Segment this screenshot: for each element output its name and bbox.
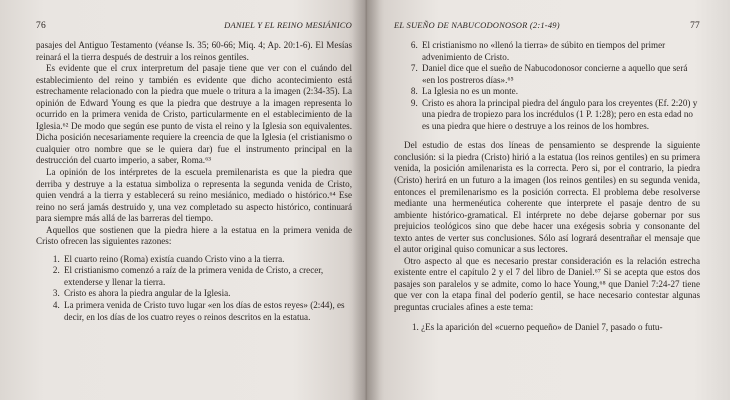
- paragraph: Aquellos que sostienen que la piedra hiere a la estatua en la primera venida de Cristo ofrecen las siguientes razones:: [36, 224, 352, 247]
- paragraph: Del estudio de estas dos líneas de pensamiento se desprende la siguiente conclusión: si la piedra (Cristo) hirió a la estatua (los reinos gentiles) en su primera venida, la posición amilenarista es la correcta. Pero si, por el contrario, la piedra (Cristo) herirá en un futuro a la imagen (los reinos gentiles) en su segunda venida, entonces el premilenarismo es la posición correcta. El problema debe resolverse mediante una hermenéutica coherente que interprete el pasaje dentro de su ambiente histórico-gramatical. El intérprete no debe dejarse gobernar por sus prejuicios teológicos sino que debe hacer una exégesis sobria y consonante del texto antes de verter sus conclusiones. Sólo así logrará desentrañar el mensaje que el autor original quiso comunicar a sus lectores.: [394, 140, 700, 255]
- list-item: 1. El cuarto reino (Roma) existía cuando Cristo vino a la tierra.: [62, 254, 352, 266]
- left-body: [36, 40, 352, 323]
- continued-list: [394, 40, 700, 132]
- list-item: 3. Cristo es ahora la piedra angular de la Iglesia.: [62, 288, 352, 300]
- list-item: 9. Cristo es ahora la principal piedra del ángulo para los creyentes (Ef. 2:20) y una piedra de tropiezo para los incrédulos (1 P. 1:28); pero en esta edad no es una piedra que hiere o destruye a los reinos de los hombres.: [420, 98, 700, 133]
- page-number: 77: [690, 21, 700, 31]
- running-head: [394, 20, 700, 31]
- list-item: 8. La Iglesia no es un monte.: [420, 86, 700, 98]
- paragraph: Otro aspecto al que es necesario prestar consideración es la relación estrecha existente entre el capítulo 2 y el 7 del libro de Daniel.⁶⁷ Si se acepta que estos dos pasajes son paralelos y se admite, como lo hace Young,⁶⁸ que Daniel 7:24-27 tiene que ver con la etapa final del poderío gentil, se hace necesario contestar algunas preguntas cruciales afines a este tema:: [394, 255, 700, 313]
- list-item: 6. El cristianismo no «llenó la tierra» de súbito en tiempos del primer advenimiento de Cristo.: [420, 40, 700, 63]
- paragraph: La opinión de los intérpretes de la escuela premilenarista es que la piedra que derriba y destruye a la estatua simboliza o representa la segunda venida de Cristo, quien vendrá a la tierra y establecerá su reino mesiánico, mediado o histórico.⁶⁴ Ese reino no será jamás destruido y, una vez completado su aspecto histórico, continuará para siempre más allá de las barreras del tiempo.: [36, 167, 352, 224]
- running-title: EL SUEÑO DE NABUCODONOSOR (2:1-49): [394, 20, 560, 30]
- paragraph: Es evidente que el crux interpretum del pasaje tiene que ver con el cuándo del establecimiento del reino y también es evidente que dicho acontecimiento está estrechamente relacionado con la piedra que muele o tritura a la imagen (2:34-35). La opinión de Edward Young es que la piedra que destruye a la imagen representa lo ocurrido en la primera venida de Cristo, particularmente en el establecimiento de la Iglesia.⁶² De modo que según ese punto de vista el reino y la Iglesia son equivalentes. Dicha posición necesariamente requiere la creencia de que la Iglesia (el cristianismo o cualquier otro nombre que se le quiera dar) fue el instrumento principal en la destrucción del cuarto imperio, a saber, Roma.⁶³: [36, 63, 352, 166]
- running-title: DANIEL Y EL REINO MESIÁNICO: [224, 20, 352, 30]
- page-number: 76: [36, 21, 46, 31]
- right-body: [394, 40, 700, 333]
- question-item: 1. ¿Es la aparición del «cuerno pequeño» de Daniel 7, pasado o futu-: [412, 321, 663, 332]
- reasons-list: [36, 254, 352, 323]
- running-head: [36, 20, 352, 31]
- list-item: 4. La primera venida de Cristo tuvo lugar «en los días de estos reyes» (2:44), es decir, en los días de los cuatro reyes o reinos descritos en la estatua.: [62, 300, 352, 323]
- right-page: [366, 0, 730, 400]
- paragraph: pasajes del Antiguo Testamento (véanse Is. 35; 60-66; Miq. 4; Ap. 20:1-6). El Mesías reinará el la tierra después de destruir a los reinos gentiles.: [36, 40, 352, 62]
- list-item: 7. Daniel dice que el sueño de Nabucodonosor concierne a aquello que será «en los postreros días».⁶⁵: [420, 63, 700, 86]
- list-item: 2. El cristianismo comenzó a raíz de la primera venida de Cristo, a crecer, extenderse y llenar la tierra.: [62, 265, 352, 288]
